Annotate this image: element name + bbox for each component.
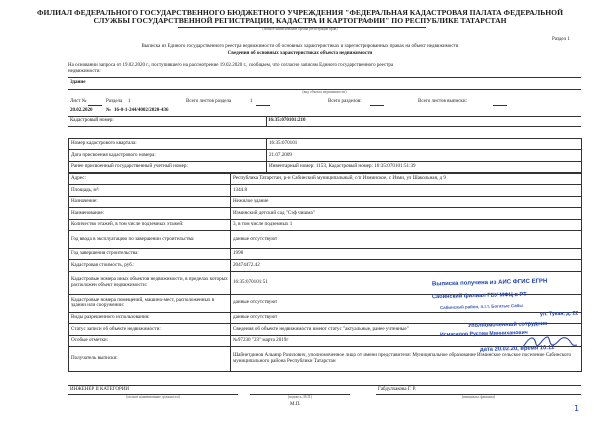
table-row xyxy=(69,248,582,259)
registry-table-a xyxy=(68,138,582,173)
sheets-total-blank xyxy=(493,105,507,106)
object-type-caption: (вид объекта недвижимости) xyxy=(302,90,347,94)
row-value: Сведения об объекте недвижимости имеют статус "актуальные, ранее учтенные" xyxy=(231,324,582,335)
agency-name-line2: СЛУЖБЫ ГОСУДАРСТВЕННОЙ РЕГИСТРАЦИИ, КАДАСТРА И КАРТОГРАФИИ" ПО РЕСПУБЛИКЕ ТАТАРСТАН xyxy=(93,16,507,25)
sheet-number-blank xyxy=(88,105,102,106)
table-row xyxy=(69,208,582,219)
section-label: Раздел 1 xyxy=(552,37,570,42)
table-row xyxy=(69,139,582,150)
row-label: Кадастровая стоимость, руб.: xyxy=(69,260,231,271)
basis-text-line2: недвижимости: xyxy=(68,69,101,74)
row-value: Изминский детский сад "Сэф чишма" xyxy=(231,208,582,219)
signer-name: Габдулхакова Г. Р. xyxy=(378,387,417,392)
row-value: 3, в том числе подземных 1 xyxy=(231,219,582,230)
row-value: №97230 "23" марта 2019г xyxy=(231,335,582,346)
table-row xyxy=(69,219,582,230)
row-value: 16:35:070101 xyxy=(267,139,582,150)
row-value: 1998 xyxy=(231,248,582,259)
table-row xyxy=(69,260,582,271)
agency-caption: (полное наименование органа регистрации прав) xyxy=(262,27,338,31)
table-row xyxy=(69,335,582,346)
sheet-section-number: 1 xyxy=(128,99,131,104)
stamp-line4: ул. Тукая, д. 22 xyxy=(539,310,579,318)
document-subtitle: Сведения об основных характеристиках объекта недвижимости xyxy=(227,51,373,56)
signer-position: ИНЖЕНЕР II КАТЕГОРИИ xyxy=(70,387,130,392)
table-row xyxy=(69,174,582,185)
statement-number-label: № xyxy=(106,108,112,113)
agency-name-line1: ФИЛИАЛ ФЕДЕРАЛЬНОГО ГОСУДАРСТВЕННОГО БЮДЖЕТНОГО УЧРЕЖДЕНИЯ "ФЕДЕРАЛЬНАЯ КАДАСТРОВАЯ ПАЛАТА ФЕДЕРАЛЬНОЙ xyxy=(37,8,563,17)
table-row xyxy=(69,161,582,172)
row-value: Шайнетдинов Альмир Разилович, уполномоченное лицо от имени представителя: Муниципальное образование Изминское сельское поселение Сабинского муниципального района Республики Татарстан xyxy=(231,346,582,371)
registry-table-b xyxy=(68,173,582,372)
sheets-in-section-label: Всего листов раздела xyxy=(186,99,232,104)
row-value: данные отсутствуют xyxy=(231,312,582,323)
stamp-line7: дата 20.02.20, время 10.12 xyxy=(479,345,555,353)
row-label: Год ввода в эксплуатацию по завершении строительства: xyxy=(69,230,231,248)
row-value: 1344.8 xyxy=(231,185,582,196)
sheet-section-label: Раздела xyxy=(106,99,123,104)
row-value: 21.07.2009 xyxy=(267,150,582,161)
row-label: Назначение: xyxy=(69,196,231,207)
stamp-line3: Сабинский район, п.г.т. Богатые Сабы xyxy=(439,302,524,311)
table-row xyxy=(69,230,582,248)
stamp-line2: Сабинский филиал ГБУ МФЦ в РТ xyxy=(431,291,527,301)
sections-total-label: Всего разделов: xyxy=(328,99,362,104)
row-value: данные отсутствуют xyxy=(231,230,582,248)
sheets-in-section-value: 1 xyxy=(250,99,253,104)
row-value: 20474472.42 xyxy=(231,260,582,271)
cadastral-bottom-line xyxy=(68,126,581,127)
row-value: Инвентарный номер: 1153, Кадастровый номер: 16:35:070101:51:39 xyxy=(267,161,582,172)
signature-caption: (подпись, М.П.) xyxy=(287,395,313,399)
row-value: 16:35:070101:51 xyxy=(231,271,582,294)
row-label: Адрес: xyxy=(69,174,231,185)
row-label: Статус записи об объекте недвижимости: xyxy=(69,324,231,335)
statement-date: 20.02.2020 xyxy=(70,108,93,113)
block-top-line xyxy=(68,77,581,78)
row-label: Особые отметки: xyxy=(69,335,231,346)
table-row xyxy=(69,196,582,207)
table-row xyxy=(69,150,582,161)
row-label: Год завершения строительства: xyxy=(69,248,231,259)
row-label: Номер кадастрового квартала: xyxy=(69,139,267,150)
stamp-line6: Исмагилов Рустем Минниханович xyxy=(439,329,528,339)
basis-text-line1: На основании запроса от 19.02.2020 г., поступившего на рассмотрение 19.02.2020 г., сообщаем, что согласно записям Единого государственного реестра xyxy=(68,63,394,68)
sections-total-blank xyxy=(370,105,384,106)
row-label: Виды разрешенного использования: xyxy=(69,312,231,323)
sheet-number-label: Лист № xyxy=(70,99,87,104)
row-value: данные отсутствуют xyxy=(231,294,582,312)
row-value: Республика Татарстан, р-н Сабинский муниципальный, с/п Изминское, с Изми, ул Шакольная, д 9 xyxy=(231,174,582,185)
document-title: Выписка из Единого государственного реестра недвижимости об основных характеристиках и зарегистрированных правах на объект недвижимости xyxy=(141,44,459,49)
stamp-line5: Уполномоченный сотрудник xyxy=(467,320,548,330)
signature-mark-icon xyxy=(520,332,580,352)
row-value: Нежилое здание xyxy=(231,196,582,207)
page-number: 1 xyxy=(574,404,580,413)
row-label: Кадастровые номера помещений, машино-мест, расположенных в здании или сооружении: xyxy=(69,294,231,312)
row-label: Площадь, м²: xyxy=(69,185,231,196)
sheets-total-label: Всего листов выписки: xyxy=(418,99,467,104)
row-label: Дата присвоения кадастрового номера: xyxy=(69,150,267,161)
row-label: Наименование: xyxy=(69,208,231,219)
seal-place-mark: М.П. xyxy=(290,402,301,407)
position-caption: (полное наименование должности) xyxy=(126,395,180,399)
row-label: Получатель выписки: xyxy=(69,346,231,371)
stamp-line1: Выписка получена из АИС ФГИС ЕГРН xyxy=(431,278,548,288)
cadastral-value: 16:35:070101:210 xyxy=(268,118,306,123)
cadastral-divider xyxy=(266,116,267,126)
row-label: Ранее присвоенный государственный учетный номер: xyxy=(69,161,267,172)
row-label: Кадастровые номера иных объектов недвижимости, в пределах которых расположен объект недвижимости: xyxy=(69,271,231,294)
statement-number: 16-0-1-244/4002/2020-436 xyxy=(114,108,169,113)
footer-top-line xyxy=(68,385,581,386)
name-caption: (инициалы, фамилия) xyxy=(461,395,496,399)
row-label: Количество этажей, в том числе подземных этажей: xyxy=(69,219,231,230)
table-row xyxy=(69,185,582,196)
cadastral-top-line xyxy=(68,116,581,117)
object-type: Здание xyxy=(70,80,86,85)
cadastral-label: Кадастровый номер: xyxy=(70,118,114,123)
sheets-in-section-blank xyxy=(256,105,270,106)
